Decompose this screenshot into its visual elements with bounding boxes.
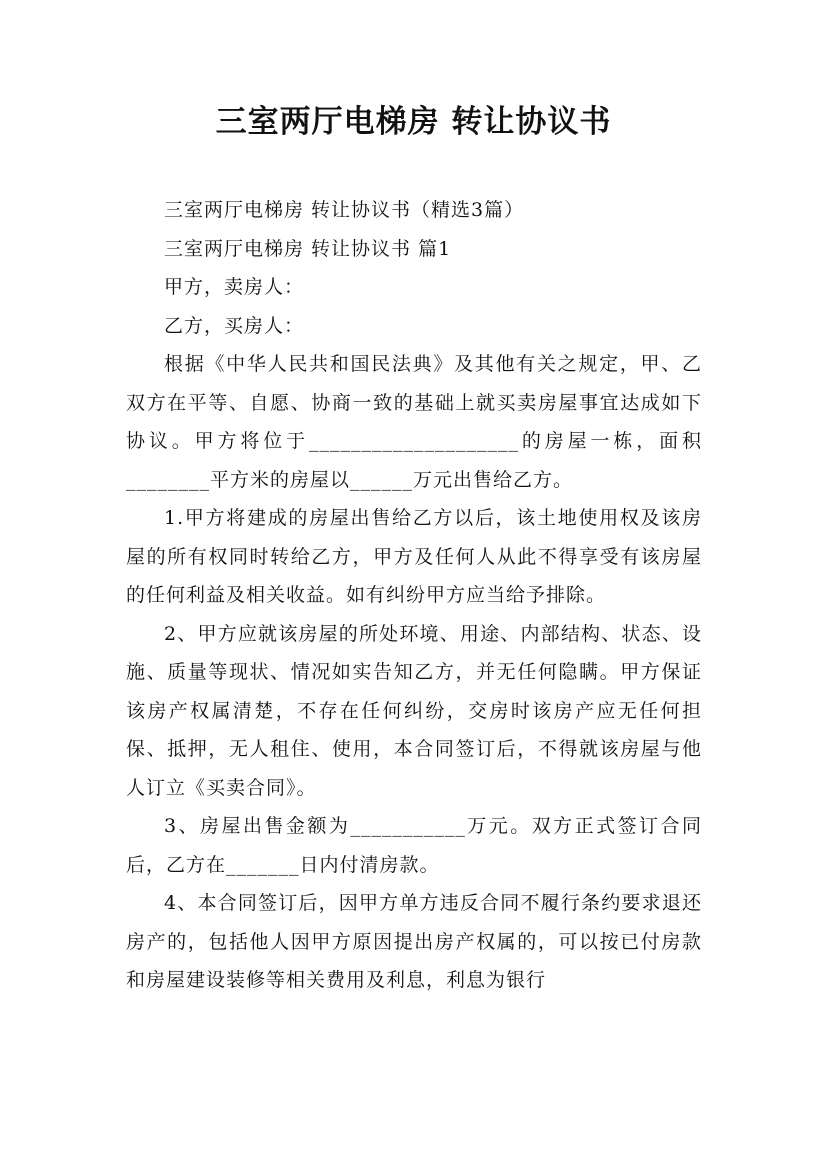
paragraph-party-b: 乙方，买房人：	[164, 314, 305, 337]
document-title: 三室两厅电梯房 转让协议书	[215, 104, 612, 140]
document-body	[126, 191, 702, 1000]
paragraph-subtitle: 三室两厅电梯房 转让协议书（精选3篇）	[164, 199, 525, 221]
paragraph-preamble: 根据《中华人民共和国民法典》及其他有关之规定，甲、乙双方在平等、自愿、协商一致的基础上就买卖房屋事宜达成如下协议。甲方将位于____________________的房屋一栋，面积________平方米的房屋以______万元出售给乙方。	[126, 353, 702, 491]
paragraph-party-a: 甲方，卖房人：	[164, 276, 305, 298]
paragraph-section-heading: 三室两厅电梯房 转让协议书 篇1	[164, 237, 452, 260]
paragraph-clause-1: 1.甲方将建成的房屋出售给乙方以后，该土地使用权及该房屋的所有权同时转给乙方，甲方及任何人从此不得享受有该房屋的任何利益及相关收益。如有纠纷甲方应当给予排除。	[126, 507, 702, 606]
paragraph-clause-4: 4、本合同签订后，因甲方单方违反合同不履行条约要求退还房产的，包括他人因甲方原因提出房产权属的，可以按已付房款和房屋建设装修等相关费用及利息，利息为银行	[126, 892, 702, 991]
paragraph-clause-3: 3、房屋出售金额为___________万元。双方正式签订合同后，乙方在_______日内付清房款。	[126, 815, 702, 876]
paragraph-clause-2: 2、甲方应就该房屋的所处环境、用途、内部结构、状态、设施、质量等现状、情况如实告知乙方，并无任何隐瞒。甲方保证该房产权属清楚，不存在任何纠纷，交房时该房产应无任何担保、抵押，无人租住、使用，本合同签订后，不得就该房屋与他人订立《买卖合同》。	[126, 622, 702, 799]
